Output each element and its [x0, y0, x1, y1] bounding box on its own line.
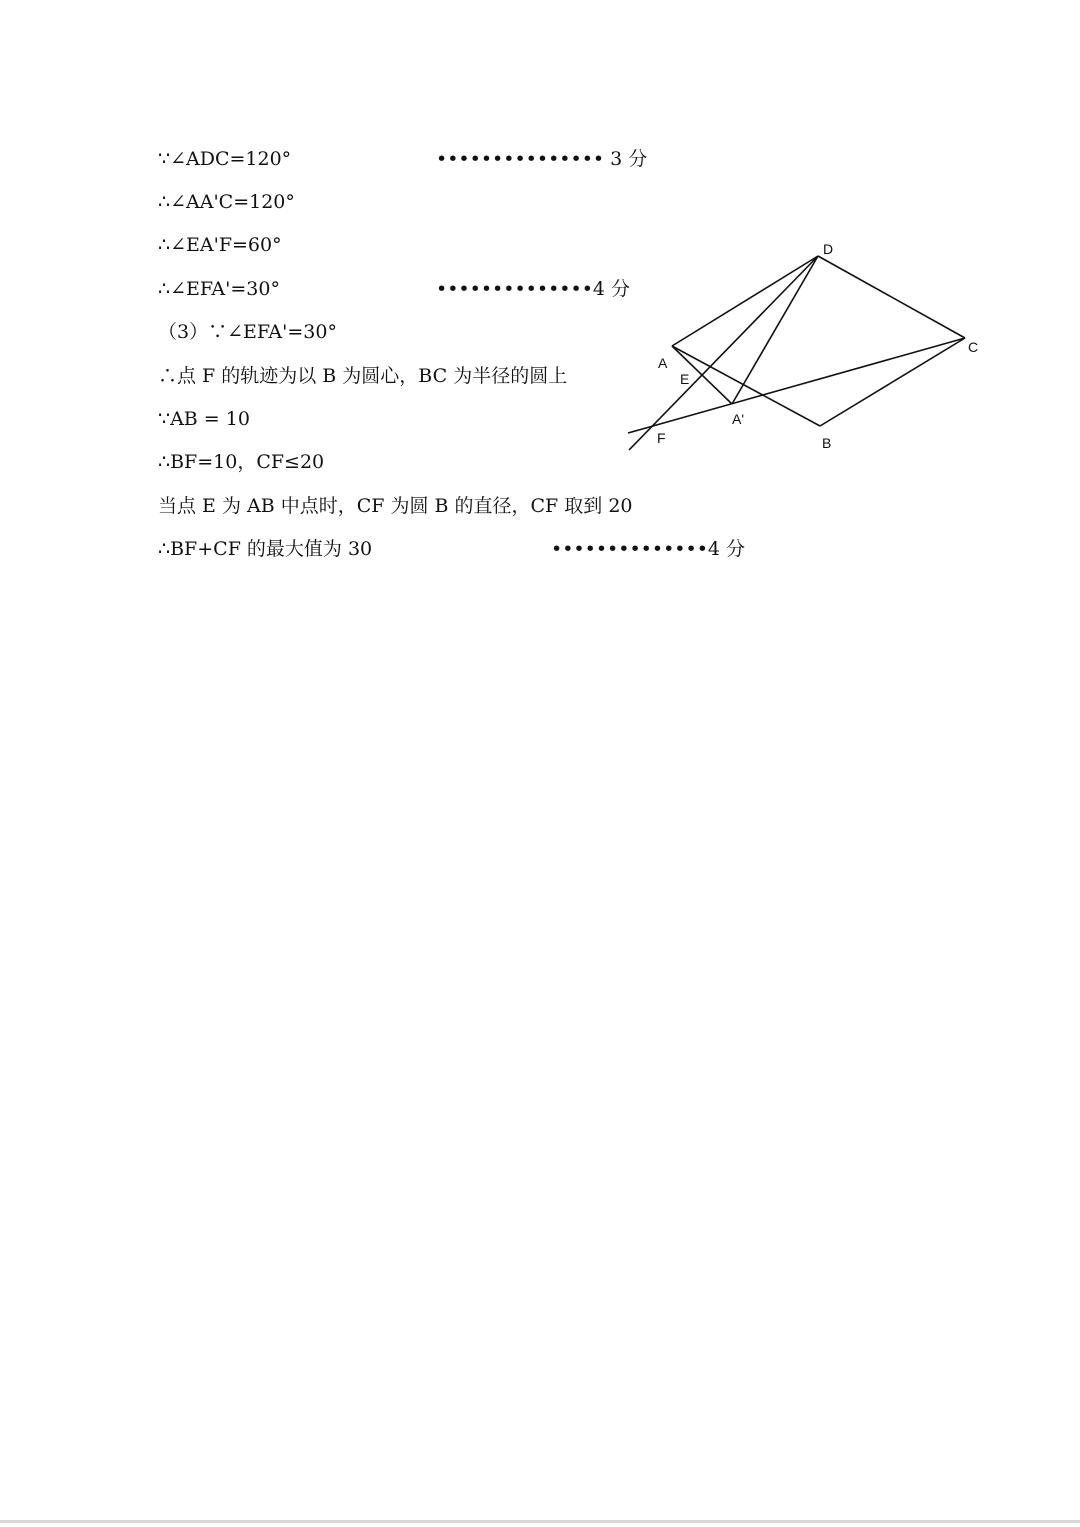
label-e: E — [680, 371, 690, 387]
segment-de-extended — [629, 256, 818, 450]
score-mark-1: ••••••••••••••• 3 分 — [436, 148, 648, 170]
label-f: F — [657, 430, 666, 446]
proof-line-1: ∵∠ADC=120° — [158, 148, 292, 170]
segment-ad — [672, 256, 818, 346]
proof-line-3: ∴∠EA'F=60° — [158, 234, 282, 256]
proof-line-5: （3）∵∠EFA'=30° — [158, 321, 337, 343]
geometry-diagram — [620, 238, 990, 460]
proof-line-7: ∵AB = 10 — [158, 408, 250, 430]
proof-line-9: 当点 E 为 AB 中点时，CF 为圆 B 的直径，CF 取到 20 — [158, 495, 633, 517]
label-a: A — [658, 355, 668, 371]
segment-dc — [818, 256, 965, 338]
page-bottom-edge — [0, 1520, 1080, 1523]
label-d: D — [823, 241, 834, 257]
score-mark-3: ••••••••••••••4 分 — [551, 538, 746, 560]
proof-line-10: ∴BF+CF 的最大值为 30 — [158, 538, 373, 560]
score-mark-2: ••••••••••••••4 分 — [436, 278, 631, 300]
label-a-prime: A' — [732, 411, 745, 427]
label-c: C — [968, 339, 979, 355]
proof-line-8: ∴BF=10，CF≤20 — [158, 451, 325, 473]
proof-line-4: ∴∠EFA'=30° — [158, 278, 280, 300]
segment-cb — [820, 338, 965, 426]
proof-line-2: ∴∠AA'C=120° — [158, 191, 295, 213]
proof-line-6: ∴点 F 的轨迹为以 B 为圆心，BC 为半径的圆上 — [158, 365, 568, 387]
label-b: B — [822, 435, 832, 451]
